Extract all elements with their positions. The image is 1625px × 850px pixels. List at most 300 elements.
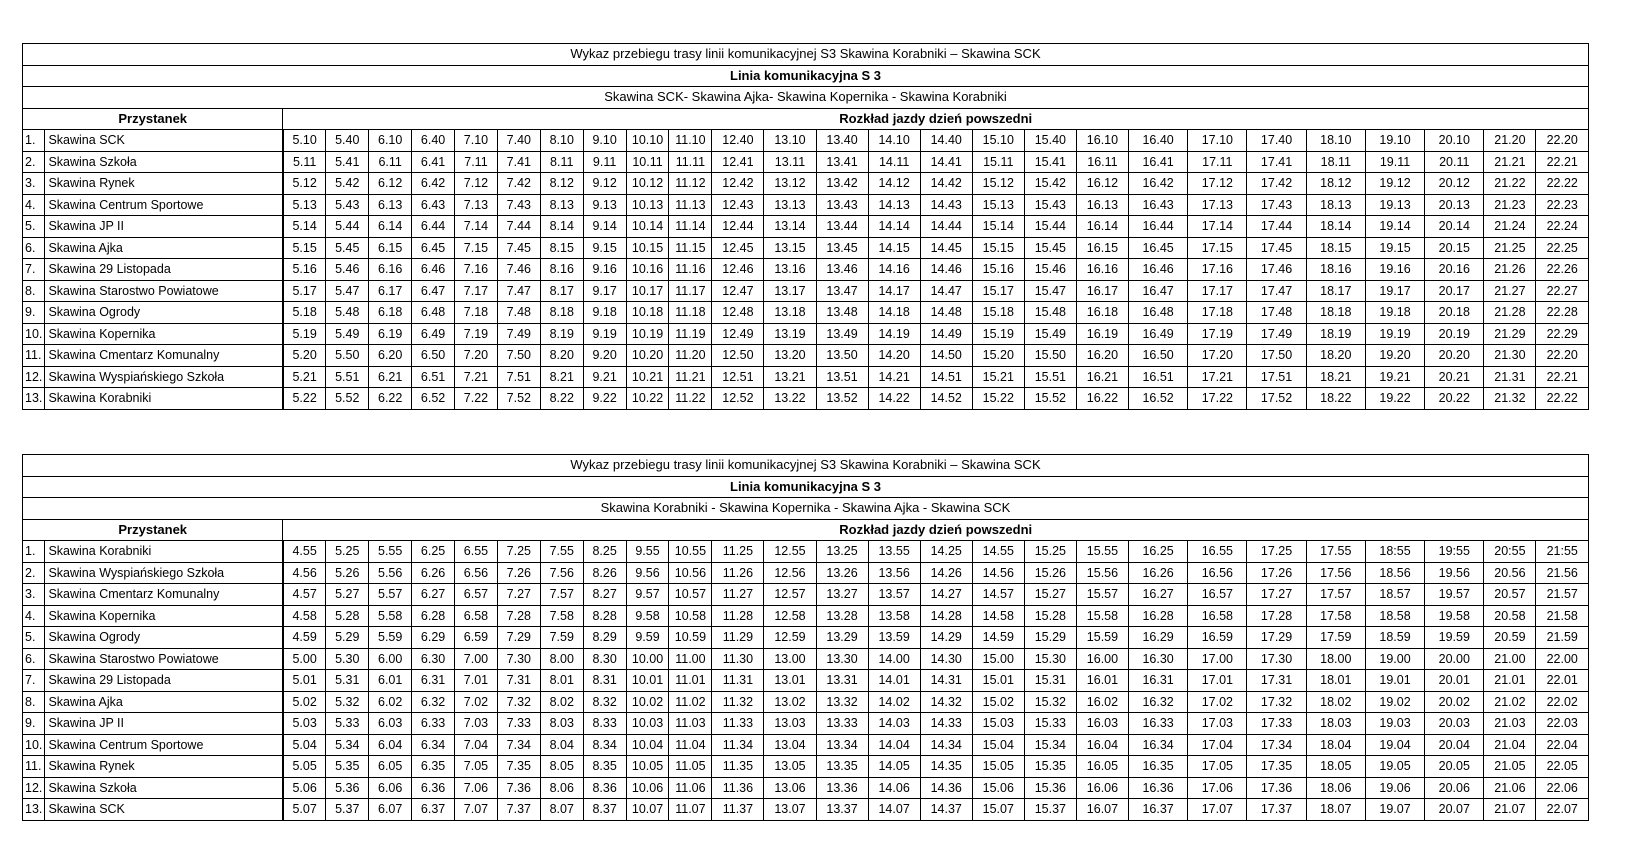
departure-time: 5.26 xyxy=(326,562,369,584)
departure-time: 18.21 xyxy=(1306,366,1365,388)
departure-time: 17.41 xyxy=(1247,151,1306,173)
departure-time: 21:55 xyxy=(1536,541,1589,563)
timetable-title-row xyxy=(23,455,1589,477)
departure-time: 7.04 xyxy=(455,734,498,756)
departure-time: 16.41 xyxy=(1128,151,1187,173)
departure-time: 13.02 xyxy=(764,691,816,713)
departure-time: 17.47 xyxy=(1247,280,1306,302)
departure-time: 10.06 xyxy=(626,777,669,799)
departure-time: 15.50 xyxy=(1024,345,1076,367)
departure-time: 17.27 xyxy=(1247,584,1306,606)
departure-time: 16.31 xyxy=(1128,670,1187,692)
departure-time: 5.35 xyxy=(326,756,369,778)
departure-time: 11.25 xyxy=(712,541,764,563)
departure-time: 13.56 xyxy=(868,562,920,584)
departure-time: 7.48 xyxy=(497,302,540,324)
departure-time: 13.31 xyxy=(816,670,868,692)
line-name-row xyxy=(23,65,1589,87)
table-row xyxy=(23,216,1589,238)
departure-time: 18.15 xyxy=(1306,237,1365,259)
departure-time: 10.13 xyxy=(626,194,669,216)
departure-time: 14.41 xyxy=(920,151,972,173)
departure-time: 5.49 xyxy=(326,323,369,345)
departure-time: 21.26 xyxy=(1484,259,1536,281)
departure-time: 17.04 xyxy=(1188,734,1247,756)
departure-time: 5.36 xyxy=(326,777,369,799)
departure-time: 5.01 xyxy=(283,670,326,692)
table-row xyxy=(23,713,1589,735)
stop-column-header: Przystanek xyxy=(23,108,283,130)
departure-time: 16.33 xyxy=(1128,713,1187,735)
departure-time: 6.22 xyxy=(369,388,412,410)
departure-time: 21.04 xyxy=(1484,734,1536,756)
departure-time: 19.14 xyxy=(1365,216,1424,238)
departure-time: 8.07 xyxy=(540,799,583,821)
departure-time: 16.11 xyxy=(1076,151,1128,173)
table-row xyxy=(23,584,1589,606)
departure-time: 17.36 xyxy=(1247,777,1306,799)
departure-time: 4.55 xyxy=(283,541,326,563)
departure-time: 22.21 xyxy=(1536,366,1589,388)
stop-number: 1. xyxy=(23,130,45,152)
departure-time: 6.46 xyxy=(412,259,455,281)
departure-time: 7.55 xyxy=(540,541,583,563)
departure-time: 20:55 xyxy=(1484,541,1536,563)
departure-time: 5.48 xyxy=(326,302,369,324)
departure-time: 21.27 xyxy=(1484,280,1536,302)
departure-time: 19.07 xyxy=(1365,799,1424,821)
departure-time: 12.41 xyxy=(712,151,764,173)
departure-time: 16.30 xyxy=(1128,648,1187,670)
departure-time: 8.19 xyxy=(540,323,583,345)
departure-time: 5.29 xyxy=(326,627,369,649)
departure-time: 19.19 xyxy=(1365,323,1424,345)
departure-time: 19.59 xyxy=(1425,627,1484,649)
departure-time: 7.11 xyxy=(455,151,498,173)
departure-time: 15.29 xyxy=(1024,627,1076,649)
departure-time: 14.35 xyxy=(920,756,972,778)
departure-time: 12.50 xyxy=(712,345,764,367)
departure-time: 14.10 xyxy=(868,130,920,152)
departure-time: 17.59 xyxy=(1306,627,1365,649)
departure-time: 13.45 xyxy=(816,237,868,259)
departure-time: 22.25 xyxy=(1536,237,1589,259)
departure-time: 14.14 xyxy=(868,216,920,238)
departure-time: 9.16 xyxy=(583,259,626,281)
departure-time: 15.55 xyxy=(1076,541,1128,563)
departure-time: 6.35 xyxy=(412,756,455,778)
departure-time: 5.07 xyxy=(283,799,326,821)
departure-time: 17.49 xyxy=(1247,323,1306,345)
departure-time: 7.31 xyxy=(497,670,540,692)
column-header-row xyxy=(23,108,1589,130)
departure-time: 17.01 xyxy=(1188,670,1247,692)
departure-time: 14.00 xyxy=(868,648,920,670)
departure-time: 17.34 xyxy=(1247,734,1306,756)
departure-time: 14.22 xyxy=(868,388,920,410)
departure-time: 13.25 xyxy=(816,541,868,563)
departure-time: 8.10 xyxy=(540,130,583,152)
departure-time: 15.35 xyxy=(1024,756,1076,778)
table-row xyxy=(23,302,1589,324)
departure-time: 15.51 xyxy=(1024,366,1076,388)
departure-time: 14.13 xyxy=(868,194,920,216)
departure-time: 11.05 xyxy=(669,756,712,778)
departure-time: 16.13 xyxy=(1076,194,1128,216)
departure-time: 5.10 xyxy=(283,130,326,152)
departure-time: 7.02 xyxy=(455,691,498,713)
departure-time: 13.05 xyxy=(764,756,816,778)
departure-time: 8.26 xyxy=(583,562,626,584)
departure-time: 8.04 xyxy=(540,734,583,756)
departure-time: 6.48 xyxy=(412,302,455,324)
departure-time: 16.02 xyxy=(1076,691,1128,713)
departure-time: 7.10 xyxy=(455,130,498,152)
departure-time: 20.20 xyxy=(1425,345,1484,367)
route-description: Skawina SCK- Skawina Ajka- Skawina Kopernika - Skawina Korabniki xyxy=(23,87,1589,109)
departure-time: 13.49 xyxy=(816,323,868,345)
departure-time: 5.28 xyxy=(326,605,369,627)
departure-time: 15.15 xyxy=(972,237,1024,259)
departure-time: 6.32 xyxy=(412,691,455,713)
stop-number: 3. xyxy=(23,584,45,606)
departure-time: 14.34 xyxy=(920,734,972,756)
departure-time: 6.57 xyxy=(455,584,498,606)
departure-time: 22.00 xyxy=(1536,648,1589,670)
departure-time: 8.06 xyxy=(540,777,583,799)
stop-number: 8. xyxy=(23,691,45,713)
departure-time: 8.31 xyxy=(583,670,626,692)
stop-name: Skawina 29 Listopada xyxy=(45,259,283,281)
departure-time: 7.34 xyxy=(497,734,540,756)
departure-time: 7.30 xyxy=(497,648,540,670)
departure-time: 14.51 xyxy=(920,366,972,388)
departure-time: 11.35 xyxy=(712,756,764,778)
departure-time: 22.26 xyxy=(1536,259,1589,281)
departure-time: 16.57 xyxy=(1188,584,1247,606)
departure-time: 12.43 xyxy=(712,194,764,216)
departure-time: 17.19 xyxy=(1188,323,1247,345)
departure-time: 5.50 xyxy=(326,345,369,367)
table-row xyxy=(23,799,1589,821)
departure-time: 17.33 xyxy=(1247,713,1306,735)
table-row xyxy=(23,670,1589,692)
departure-time: 7.45 xyxy=(497,237,540,259)
departure-time: 18.19 xyxy=(1306,323,1365,345)
departure-time: 14.03 xyxy=(868,713,920,735)
departure-time: 5.22 xyxy=(283,388,326,410)
departure-time: 6.26 xyxy=(412,562,455,584)
departure-time: 17.40 xyxy=(1247,130,1306,152)
departure-time: 20.56 xyxy=(1484,562,1536,584)
departure-time: 5.00 xyxy=(283,648,326,670)
departure-time: 6.49 xyxy=(412,323,455,345)
departure-time: 19:55 xyxy=(1425,541,1484,563)
departure-time: 13.32 xyxy=(816,691,868,713)
departure-time: 14.50 xyxy=(920,345,972,367)
departure-time: 19.05 xyxy=(1365,756,1424,778)
departure-time: 14.42 xyxy=(920,173,972,195)
departure-time: 18.05 xyxy=(1306,756,1365,778)
departure-time: 13.35 xyxy=(816,756,868,778)
schedule-column-header: Rozkład jazdy dzień powszedni xyxy=(283,519,1589,541)
departure-time: 5.31 xyxy=(326,670,369,692)
departure-time: 14.32 xyxy=(920,691,972,713)
departure-time: 5.51 xyxy=(326,366,369,388)
departure-time: 10.03 xyxy=(626,713,669,735)
departure-time: 17.45 xyxy=(1247,237,1306,259)
departure-time: 18.07 xyxy=(1306,799,1365,821)
departure-time: 21.01 xyxy=(1484,670,1536,692)
departure-time: 10.20 xyxy=(626,345,669,367)
departure-time: 6.02 xyxy=(369,691,412,713)
departure-time: 6.50 xyxy=(412,345,455,367)
departure-time: 10.56 xyxy=(669,562,712,584)
departure-time: 17.32 xyxy=(1247,691,1306,713)
stop-number: 12. xyxy=(23,366,45,388)
timetable-title: Wykaz przebiegu trasy linii komunikacyjnej S3 Skawina Korabniki – Skawina SCK xyxy=(23,455,1589,477)
departure-time: 15.36 xyxy=(1024,777,1076,799)
departure-time: 13.10 xyxy=(764,130,816,152)
departure-time: 6.44 xyxy=(412,216,455,238)
departure-time: 11.30 xyxy=(712,648,764,670)
departure-time: 5.52 xyxy=(326,388,369,410)
departure-time: 14.17 xyxy=(868,280,920,302)
departure-time: 20.58 xyxy=(1484,605,1536,627)
departure-time: 20.19 xyxy=(1425,323,1484,345)
departure-time: 6.30 xyxy=(412,648,455,670)
departure-time: 9.22 xyxy=(583,388,626,410)
table-row xyxy=(23,173,1589,195)
departure-time: 8.02 xyxy=(540,691,583,713)
departure-time: 12.58 xyxy=(764,605,816,627)
departure-time: 7.58 xyxy=(540,605,583,627)
departure-time: 13.11 xyxy=(764,151,816,173)
departure-time: 6.17 xyxy=(369,280,412,302)
departure-time: 5.15 xyxy=(283,237,326,259)
timetable-direction-1 xyxy=(22,43,1589,410)
departure-time: 15.00 xyxy=(972,648,1024,670)
departure-time: 17.05 xyxy=(1188,756,1247,778)
departure-time: 20.11 xyxy=(1425,151,1484,173)
departure-time: 15.32 xyxy=(1024,691,1076,713)
departure-time: 16.40 xyxy=(1128,130,1187,152)
departure-time: 7.05 xyxy=(455,756,498,778)
departure-time: 18.04 xyxy=(1306,734,1365,756)
departure-time: 8.11 xyxy=(540,151,583,173)
departure-time: 6.25 xyxy=(412,541,455,563)
departure-time: 20.18 xyxy=(1425,302,1484,324)
stop-number: 4. xyxy=(23,194,45,216)
departure-time: 20.03 xyxy=(1425,713,1484,735)
departure-time: 7.21 xyxy=(455,366,498,388)
departure-time: 17.21 xyxy=(1188,366,1247,388)
departure-time: 16.21 xyxy=(1076,366,1128,388)
departure-time: 17.58 xyxy=(1306,605,1365,627)
stop-name: Skawina Cmentarz Komunalny xyxy=(45,584,283,606)
departure-time: 14.20 xyxy=(868,345,920,367)
table-row xyxy=(23,280,1589,302)
stop-name: Skawina Ogrody xyxy=(45,627,283,649)
departure-time: 11.16 xyxy=(669,259,712,281)
departure-time: 10.00 xyxy=(626,648,669,670)
departure-time: 20.05 xyxy=(1425,756,1484,778)
departure-time: 16.52 xyxy=(1128,388,1187,410)
departure-time: 13.52 xyxy=(816,388,868,410)
departure-time: 14.28 xyxy=(920,605,972,627)
departure-time: 6.31 xyxy=(412,670,455,692)
table-row xyxy=(23,366,1589,388)
departure-time: 20.22 xyxy=(1425,388,1484,410)
departure-time: 10.57 xyxy=(669,584,712,606)
departure-time: 5.02 xyxy=(283,691,326,713)
departure-time: 6.55 xyxy=(455,541,498,563)
departure-time: 14.30 xyxy=(920,648,972,670)
departure-time: 13.59 xyxy=(868,627,920,649)
departure-time: 16.22 xyxy=(1076,388,1128,410)
departure-time: 12.45 xyxy=(712,237,764,259)
departure-time: 5.33 xyxy=(326,713,369,735)
departure-time: 6.34 xyxy=(412,734,455,756)
departure-time: 6.41 xyxy=(412,151,455,173)
departure-time: 21.03 xyxy=(1484,713,1536,735)
stop-name: Skawina Kopernika xyxy=(45,605,283,627)
departure-time: 17.26 xyxy=(1247,562,1306,584)
departure-time: 10.12 xyxy=(626,173,669,195)
departure-time: 14.02 xyxy=(868,691,920,713)
departure-time: 13.29 xyxy=(816,627,868,649)
departure-time: 13.44 xyxy=(816,216,868,238)
departure-time: 7.15 xyxy=(455,237,498,259)
departure-time: 5.34 xyxy=(326,734,369,756)
departure-time: 19.02 xyxy=(1365,691,1424,713)
departure-time: 9.13 xyxy=(583,194,626,216)
departure-time: 17.30 xyxy=(1247,648,1306,670)
departure-time: 6.58 xyxy=(455,605,498,627)
departure-time: 6.45 xyxy=(412,237,455,259)
departure-time: 8.34 xyxy=(583,734,626,756)
departure-time: 6.07 xyxy=(369,799,412,821)
departure-time: 20.02 xyxy=(1425,691,1484,713)
departure-time: 10.21 xyxy=(626,366,669,388)
departure-time: 13.03 xyxy=(764,713,816,735)
departure-time: 18.22 xyxy=(1306,388,1365,410)
departure-time: 17.56 xyxy=(1306,562,1365,584)
departure-time: 18.11 xyxy=(1306,151,1365,173)
departure-time: 13.18 xyxy=(764,302,816,324)
departure-time: 8.33 xyxy=(583,713,626,735)
departure-time: 7.51 xyxy=(497,366,540,388)
departure-time: 8.28 xyxy=(583,605,626,627)
departure-time: 14.56 xyxy=(972,562,1024,584)
departure-time: 17.28 xyxy=(1247,605,1306,627)
departure-time: 7.56 xyxy=(540,562,583,584)
departure-time: 16.16 xyxy=(1076,259,1128,281)
departure-time: 13.20 xyxy=(764,345,816,367)
departure-time: 21.00 xyxy=(1484,648,1536,670)
departure-time: 17.22 xyxy=(1188,388,1247,410)
line-name: Linia komunikacyjna S 3 xyxy=(23,476,1589,498)
departure-time: 22.27 xyxy=(1536,280,1589,302)
departure-time: 10.02 xyxy=(626,691,669,713)
departure-time: 8.20 xyxy=(540,345,583,367)
departure-time: 16.10 xyxy=(1076,130,1128,152)
table-row xyxy=(23,756,1589,778)
departure-time: 7.06 xyxy=(455,777,498,799)
departure-time: 7.47 xyxy=(497,280,540,302)
departure-time: 15.49 xyxy=(1024,323,1076,345)
departure-time: 7.29 xyxy=(497,627,540,649)
route-description-row xyxy=(23,87,1589,109)
departure-time: 7.25 xyxy=(497,541,540,563)
departure-time: 8.17 xyxy=(540,280,583,302)
departure-time: 18.10 xyxy=(1306,130,1365,152)
departure-time: 15.47 xyxy=(1024,280,1076,302)
departure-time: 7.57 xyxy=(540,584,583,606)
departure-time: 14.55 xyxy=(972,541,1024,563)
departure-time: 19.56 xyxy=(1425,562,1484,584)
departure-time: 15.07 xyxy=(972,799,1024,821)
departure-time: 15.45 xyxy=(1024,237,1076,259)
departure-time: 17.10 xyxy=(1188,130,1247,152)
route-description: Skawina Korabniki - Skawina Kopernika - Skawina Ajka - Skawina SCK xyxy=(23,498,1589,520)
stop-name: Skawina JP II xyxy=(45,216,283,238)
stop-name: Skawina Szkoła xyxy=(45,151,283,173)
departure-time: 14.52 xyxy=(920,388,972,410)
departure-time: 22.06 xyxy=(1536,777,1589,799)
departure-time: 6.36 xyxy=(412,777,455,799)
departure-time: 15.34 xyxy=(1024,734,1076,756)
stop-number: 2. xyxy=(23,151,45,173)
departure-time: 17.57 xyxy=(1306,584,1365,606)
departure-time: 9.10 xyxy=(583,130,626,152)
departure-time: 22.22 xyxy=(1536,388,1589,410)
departure-time: 14.40 xyxy=(920,130,972,152)
departure-time: 16.48 xyxy=(1128,302,1187,324)
departure-time: 6.00 xyxy=(369,648,412,670)
departure-time: 11.29 xyxy=(712,627,764,649)
departure-time: 11.34 xyxy=(712,734,764,756)
departure-time: 16.42 xyxy=(1128,173,1187,195)
departure-time: 11.19 xyxy=(669,323,712,345)
stop-name: Skawina SCK xyxy=(45,799,283,821)
departure-time: 19.03 xyxy=(1365,713,1424,735)
departure-time: 7.59 xyxy=(540,627,583,649)
departure-time: 17.37 xyxy=(1247,799,1306,821)
departure-time: 5.14 xyxy=(283,216,326,238)
departure-time: 6.29 xyxy=(412,627,455,649)
departure-time: 9.12 xyxy=(583,173,626,195)
departure-time: 17.29 xyxy=(1247,627,1306,649)
departure-time: 18.59 xyxy=(1365,627,1424,649)
stop-number: 1. xyxy=(23,541,45,563)
departure-time: 13.00 xyxy=(764,648,816,670)
departure-time: 11.31 xyxy=(712,670,764,692)
departure-time: 7.41 xyxy=(497,151,540,173)
departure-time: 7.01 xyxy=(455,670,498,692)
departure-time: 22.21 xyxy=(1536,151,1589,173)
departure-time: 13.50 xyxy=(816,345,868,367)
departure-time: 16.49 xyxy=(1128,323,1187,345)
departure-time: 11.22 xyxy=(669,388,712,410)
departure-time: 15.10 xyxy=(972,130,1024,152)
departure-time: 21.22 xyxy=(1484,173,1536,195)
departure-time: 21.02 xyxy=(1484,691,1536,713)
departure-time: 5.20 xyxy=(283,345,326,367)
departure-time: 6.21 xyxy=(369,366,412,388)
route-description-row xyxy=(23,498,1589,520)
departure-time: 16.47 xyxy=(1128,280,1187,302)
